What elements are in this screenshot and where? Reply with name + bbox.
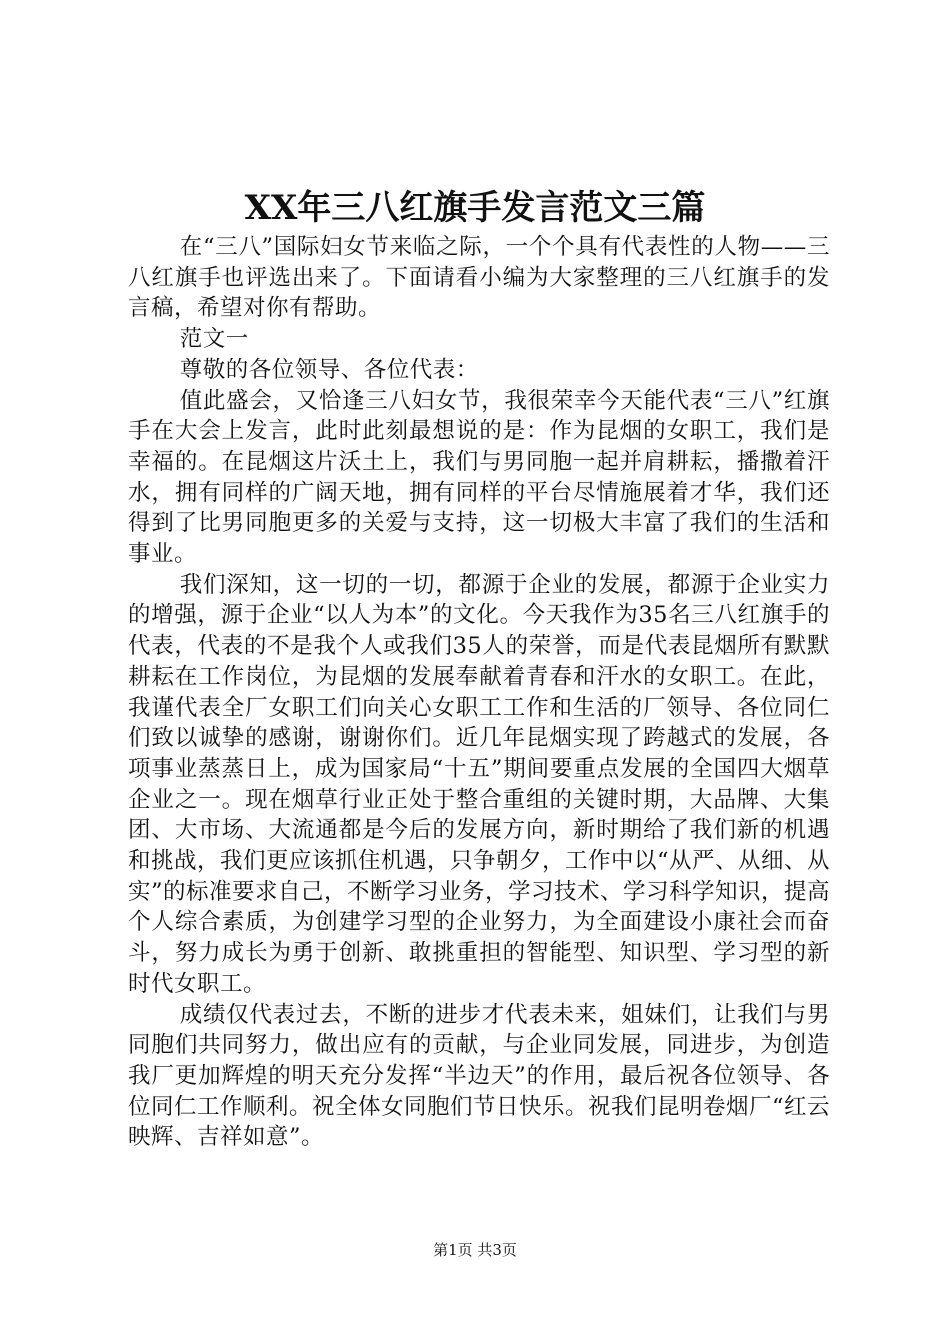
- intro-paragraph: 在“三八”国际妇女节来临之际，一个个具有代表性的人物——三八红旗手也评选出来了。下面请看小编为大家整理的三八红旗手的发言稿，希望对你有帮助。: [128, 234, 830, 322]
- body-paragraph: 我们深知，这一切的一切，都源于企业的发展，都源于企业实力的增强，源于企业“以人为本”的文化。今天我作为35名三八红旗手的代表，代表的不是我个人或我们35人的荣誉，而是代表昆烟所有默默耕耘在工作岗位，为昆烟的发展奉献着青春和汗水的女职工。在此，我谨代表全厂女职工们向关心女职工工作和生活的厂领导、各位同仁们致以诚挚的感谢，谢谢你们。近几年昆烟实现了跨越式的发展，各项事业蒸蒸日上，成为国家局“十五”期间要重点发展的全国四大烟草企业之一。现在烟草行业正处于整合重组的关键时期，大品牌、大集团、大市场、大流通都是今后的发展方向，新时期给了我们新的机遇和挑战，我们更应该抓住机遇，只争朝夕，工作中以“从严、从细、从实”的标准要求自己，不断学习业务，学习技术、学习科学知识，提高个人综合素质，为创建学习型的企业努力，为全面建设小康社会而奋斗，努力成长为勇于创新、敢挑重担的智能型、知识型、学习型的新时代女职工。: [128, 571, 831, 997]
- body-paragraph: 成绩仅代表过去，不断的进步才代表未来，姐妹们，让我们与男同胞们共同努力，做出应有的贡献，与企业同发展，同进步，为创造我厂更加辉煌的明天充分发挥“半边天”的作用，最后祝各位领导、各位同仁工作顺利。祝全体女同胞们节日快乐。祝我们昆明卷烟厂“红云映辉、吉祥如意”。: [128, 1001, 831, 1151]
- salutation: 尊敬的各位领导、各位代表：: [179, 356, 479, 383]
- document-title: XX年三八红旗手发言范文三篇: [244, 188, 706, 228]
- page-number-footer: 第1页 共3页: [433, 1241, 517, 1259]
- body-paragraph: 值此盛会，又恰逢三八妇女节，我很荣幸今天能代表“三八”红旗手在大会上发言，此时此刻最想说的是：作为昆烟的女职工，我们是幸福的。在昆烟这片沃土上，我们与男同胞一起并肩耕耘，播撒着汗水，拥有同样的广阔天地，拥有同样的平台尽情施展着才华，我们还得到了比男同胞更多的关爱与支持，这一切极大丰富了我们的生活和事业。: [128, 387, 830, 568]
- section-heading: 范文一: [179, 326, 249, 353]
- document-body: [128, 232, 830, 1153]
